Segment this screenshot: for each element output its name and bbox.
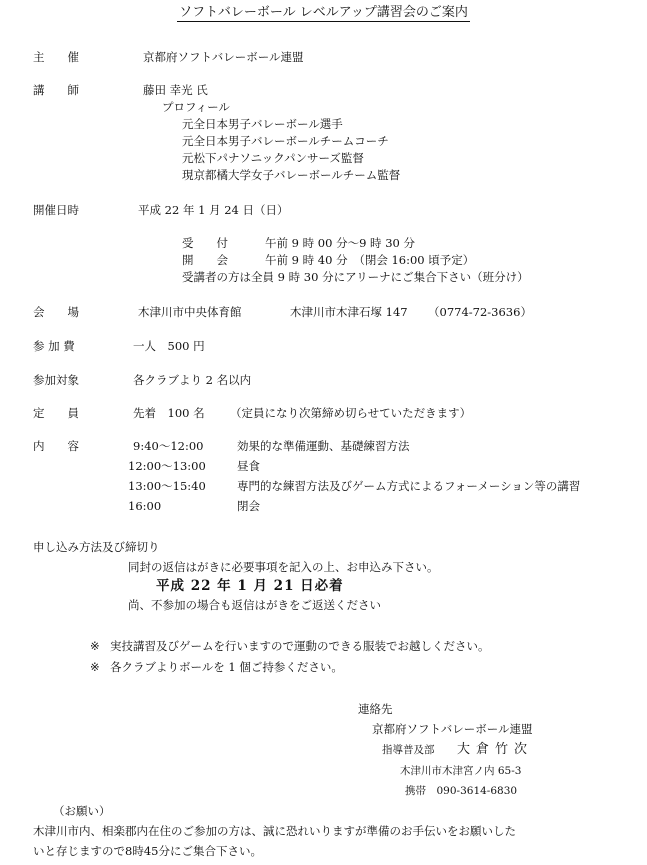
schedule-desc: 閉会 bbox=[237, 499, 260, 513]
opening-time: 午前 9 時 40 分 （閉会 16:00 頃予定） bbox=[265, 253, 475, 267]
profile-item: 現京都橘大学女子バレーボールチーム監督 bbox=[182, 168, 401, 182]
venue-phone: （0774-72-3636） bbox=[428, 305, 532, 319]
note-text: 実技講習及びゲームを行いますので運動のできる服装でお越しください。 bbox=[110, 639, 490, 653]
schedule-desc: 昼食 bbox=[237, 459, 260, 473]
request-text-line2: いと存じますので8時45分にご集合下さい。 bbox=[33, 844, 262, 858]
application-instruction: 同封の返信はがきに必要事項を記入の上、お申込み下さい。 bbox=[128, 560, 439, 574]
note-text: 各クラブよりボールを 1 個ご持参ください。 bbox=[110, 660, 343, 674]
contact-dept: 指導普及部 bbox=[382, 744, 435, 756]
application-note: 尚、不参加の場合も返信はがきをご返送ください bbox=[128, 598, 381, 612]
date-label: 開催日時 bbox=[33, 203, 79, 217]
organizer-value: 京都府ソフトバレーボール連盟 bbox=[143, 50, 304, 64]
document-title: ソフトバレーボール レベルアップ講習会のご案内 bbox=[179, 5, 468, 20]
contact-label: 連絡先 bbox=[358, 702, 393, 716]
instructor-label: 講 師 bbox=[33, 83, 79, 97]
fee-label: 参 加 費 bbox=[33, 339, 75, 353]
date-value: 平成 22 年 1 月 24 日（日） bbox=[138, 203, 289, 217]
fee-value: 一人 500 円 bbox=[133, 339, 205, 353]
capacity-note: （定員になり次第締め切らせていただきます） bbox=[230, 406, 472, 420]
opening-label: 開 会 bbox=[182, 253, 228, 267]
profile-label: プロフィール bbox=[162, 100, 230, 114]
profile-item: 元全日本男子バレーボールチームコーチ bbox=[182, 134, 389, 148]
gathering-note: 受講者の方は全員 9 時 30 分にアリーナにご集合下さい（班分け） bbox=[182, 270, 529, 284]
reception-time: 午前 9 時 00 分～9 時 30 分 bbox=[265, 236, 415, 250]
profile-item: 元全日本男子バレーボール選手 bbox=[182, 117, 343, 131]
schedule-time: 16:00 bbox=[128, 499, 162, 513]
capacity-label: 定 員 bbox=[33, 406, 79, 420]
target-label: 参加対象 bbox=[33, 373, 79, 387]
organizer-label: 主 催 bbox=[33, 50, 79, 64]
request-label: （お願い） bbox=[53, 804, 111, 818]
request-text-line1: 木津川市内、相楽郡内在住のご参加の方は、誠に恐れいりますが準備のお手伝いをお願いした bbox=[33, 824, 516, 838]
contact-address: 木津川市木津宮ノ内 65-3 bbox=[400, 765, 522, 777]
profile-item: 元松下パナソニックパンサーズ監督 bbox=[182, 151, 364, 165]
venue-name: 木津川市中央体育館 bbox=[138, 305, 242, 319]
contact-phone: 携帯 090-3614-6830 bbox=[405, 785, 518, 797]
reception-label: 受 付 bbox=[182, 236, 228, 250]
contact-org: 京都府ソフトバレーボール連盟 bbox=[372, 722, 533, 736]
target-value: 各クラブより 2 名以内 bbox=[133, 373, 252, 387]
contact-person: 大倉竹次 bbox=[457, 742, 534, 757]
schedule-desc: 効果的な準備運動、基礎練習方法 bbox=[237, 439, 410, 453]
contents-label: 内 容 bbox=[33, 439, 79, 453]
schedule-time: 12:00～13:00 bbox=[128, 459, 206, 473]
note-mark: ※ bbox=[90, 660, 100, 674]
note-mark: ※ bbox=[90, 639, 100, 653]
application-label: 申し込み方法及び締切り bbox=[33, 540, 160, 554]
schedule-desc: 専門的な練習方法及びゲーム方式によるフォーメーション等の講習 bbox=[237, 479, 581, 493]
schedule-time: 9:40～12:00 bbox=[133, 439, 204, 453]
schedule-time: 13:00～15:40 bbox=[128, 479, 206, 493]
capacity-value: 先着 100 名 bbox=[133, 406, 205, 420]
application-deadline: 平成 22 年 1 月 21 日必着 bbox=[156, 578, 344, 594]
instructor-name: 藤田 幸光 氏 bbox=[143, 83, 208, 97]
venue-address: 木津川市木津石塚 147 bbox=[290, 305, 408, 319]
venue-label: 会 場 bbox=[33, 305, 79, 319]
